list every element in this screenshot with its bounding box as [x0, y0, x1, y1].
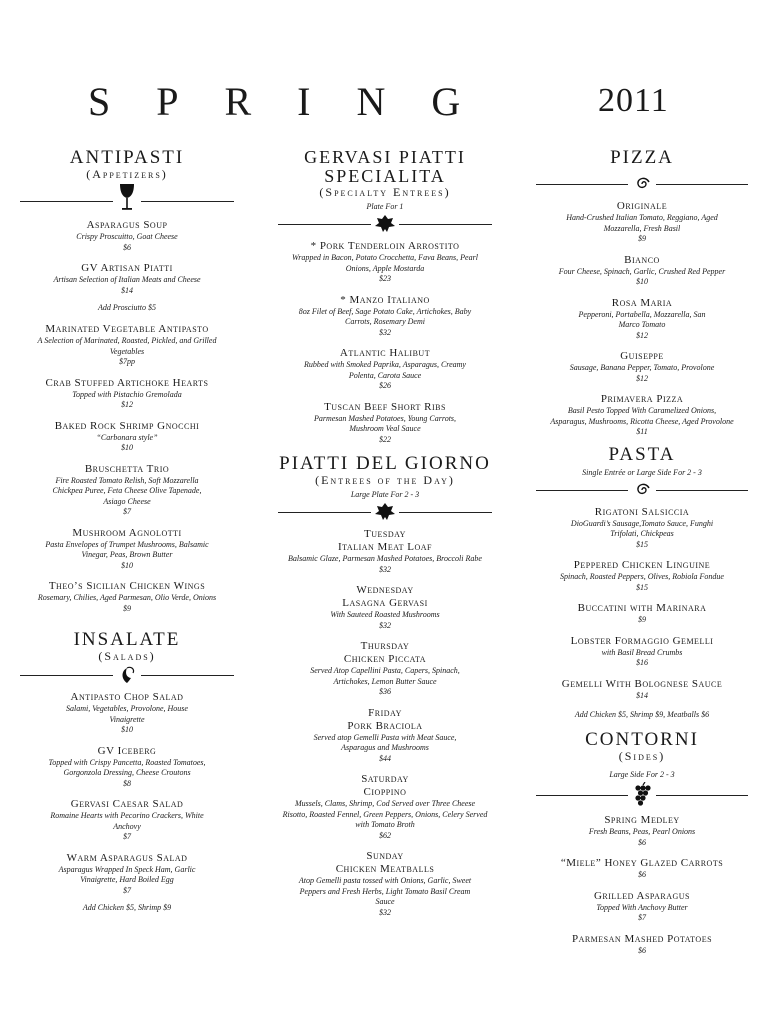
menu-item: Antipasto Chop Salad Salami, Vegetables, Provolone, House Vinaigrette $10 — [66, 691, 188, 734]
wine-glass-icon — [115, 183, 139, 213]
menu-item: Peppered Chicken Linguine Spinach, Roasted Peppers, Olives, Robiola Fondue $15 — [560, 559, 724, 592]
menu-item: Wednesday Lasagna Gervasi With Sauteed Roasted Mushrooms $32 — [272, 584, 498, 631]
section-subtitle: (Specialty Entrees) — [319, 185, 451, 199]
menu-item: Sunday Chicken Meatballs Atop Gemelli pasta tossed with Onions, Garlic, Sweet Peppers and Fresh Herbs, Light Tomato Basil Cream Sauce $32 — [272, 850, 498, 918]
section-note: Large Plate For 2 - 3 — [350, 490, 420, 499]
grapes-icon — [630, 782, 654, 808]
pasta-section — [530, 445, 754, 721]
leaf-flourish-icon — [115, 665, 139, 685]
day-label: Thursday — [360, 640, 410, 652]
menu-item: Rigatoni Salsiccia DioGuardi’s Sausage,Tomato Sauce, Funghi Trifolati, Chickpeas $15 — [570, 505, 714, 549]
item-addon-note: Add Chicken $5, Shrimp $9, Meatballs $6 — [574, 710, 710, 719]
menu-item: GV Artisan Piatti Artisan Selection of Italian Meats and Cheese $14 — [53, 262, 201, 295]
specialita-section — [272, 148, 498, 445]
menu-item: Warm Asparagus Salad Asparagus Wrapped In Speck Ham, Garlic Vinaigrette, Hard Boiled Egg $7 — [58, 851, 196, 895]
menu-item: Parmesan Mashed Potatoes $6 — [571, 932, 713, 955]
menu-item: Rosa Maria Pepperoni, Portabella, Mozzarella, San Marco Tomato $12 — [578, 296, 706, 340]
grape-leaf-icon — [373, 502, 397, 522]
menu-item: Bruschetta Trio Fire Roasted Tomato Relish, Soft Mozzarella Chickpea Puree, Feta Cheese Olive Tapenade, Asiago Cheese $7 — [52, 462, 202, 516]
menu-item: Friday Pork Braciola Served atop Gemelli Pasta with Meat Sauce, Asparagus and Mushrooms $44 — [272, 707, 498, 765]
antipasti-section — [14, 148, 240, 614]
season-title: SPRING — [88, 79, 507, 124]
swirl-icon — [630, 174, 654, 194]
section-divider — [530, 782, 754, 808]
menu-item: Grilled Asparagus Topped With Anchovy Butter $7 — [593, 889, 691, 922]
insalate-section — [14, 630, 240, 913]
menu-item: Asparagus Soup Crispy Proscuitto, Goat Cheese $6 — [76, 219, 178, 252]
section-title: ANTIPASTI — [69, 147, 185, 168]
menu-item: Gemelli With Bolognese Sauce $14 — [561, 677, 723, 700]
swirl-icon — [630, 480, 654, 500]
menu-item: Guiseppe Sausage, Banana Pepper, Tomato, Provolone $12 — [569, 350, 715, 383]
section-subtitle: (Salads) — [98, 649, 156, 663]
menu-item: Atlantic Halibut Rubbed with Smoked Paprika, Asparagus, Creamy Polenta, Carota Sauce $26 — [304, 347, 466, 390]
day-label: Tuesday — [364, 528, 406, 540]
section-title: PIZZA — [610, 147, 674, 168]
menu-title — [0, 78, 768, 128]
contorni-section — [530, 730, 754, 956]
grape-leaf-icon — [373, 214, 397, 234]
menu-item: “Miele” Honey Glazed Carrots $6 — [560, 857, 724, 879]
item-addon-note: Add Prosciutto $5 — [98, 303, 156, 312]
section-divider — [272, 214, 498, 234]
menu-item: Baked Rock Shrimp Gnocchi “Carbonara style” $10 — [54, 419, 200, 452]
menu-item: Marinated Vegetable Antipasto A Selection of Marinated, Roasted, Pickled, and Grilled Vegetables $7pp — [37, 323, 217, 366]
menu-item: GV Iceberg Topped with Crispy Pancetta, Roasted Tomatoes, Gorgonzola Dressing, Cheese Croutons $8 — [48, 744, 206, 788]
section-divider — [272, 502, 498, 522]
day-label: Friday — [368, 706, 402, 719]
menu-item: Mushroom Agnolotti Pasta Envelopes of Trumpet Mushrooms, Balsamic Vinegar, Peas, Brown Butter $10 — [45, 526, 209, 570]
section-title: CONTORNI — [585, 729, 699, 750]
section-note: Large Side For 2 - 3 — [609, 770, 675, 779]
menu-item: Originale Hand-Crushed Italian Tomato, Reggiano, Aged Mozzarella, Fresh Basil $9 — [566, 200, 718, 243]
section-subtitle: (Appetizers) — [86, 167, 168, 181]
day-label: Saturday — [361, 773, 409, 785]
section-subtitle: (Entrees of the Day) — [315, 473, 455, 487]
menu-item: Saturday Cioppino Mussels, Clams, Shrimp, Cod Served over Three Cheese Risotto, Roasted Fennel, Green Peppers, Onions, Celery Served with Tomato Broth $62 — [272, 773, 498, 841]
section-title: PIATTI DEL GIORNO — [279, 453, 491, 474]
section-divider — [14, 665, 240, 685]
menu-item: * Pork Tenderloin Arrostito Wrapped in Bacon, Potato Crocchetta, Fava Beans, Pearl Onions, Apple Mostarda $23 — [292, 240, 478, 283]
column-left — [14, 148, 240, 923]
menu-item: Bianco Four Cheese, Spinach, Garlic, Crushed Red Pepper $10 — [558, 253, 726, 286]
section-divider — [530, 480, 754, 500]
section-note: Single Entrée or Large Side For 2 - 3 — [582, 467, 702, 477]
item-addon-note: Add Chicken $5, Shrimp $9 — [82, 903, 172, 912]
menu-item: Primavera Pizza Basil Pesto Topped With Caramelized Onions, Asparagus, Mushrooms, Ricotta Cheese, Aged Provolone $11 — [550, 393, 734, 436]
menu-item: Lobster Formaggio Gemelli with Basil Bread Crumbs $16 — [570, 634, 714, 667]
menu-item: Thursday Chicken Piccata Served Atop Capellini Pasta, Capers, Spinach, Artichokes, Lemon Butter Sauce $36 — [272, 640, 498, 698]
column-middle — [272, 148, 498, 927]
giorno-section — [272, 454, 498, 918]
pizza-section — [530, 148, 754, 438]
section-title: GERVASI PIATTI SPECIALITA — [304, 147, 466, 186]
section-subtitle: (Sides) — [618, 749, 666, 763]
menu-item: Crab Stuffed Artichoke Hearts Topped with Pistachio Gremolada $12 — [45, 376, 209, 409]
menu-item: Gervasi Caesar Salad Romaine Hearts with Pecorino Crackers, White Anchovy $7 — [50, 798, 204, 841]
season-year: 2011 — [598, 82, 669, 119]
section-divider — [530, 174, 754, 194]
menu-item: Spring Medley Fresh Beans, Peas, Pearl Onions $6 — [588, 814, 696, 847]
day-label: Wednesday — [356, 584, 414, 596]
section-title: PASTA — [608, 443, 676, 465]
section-note: Plate For 1 — [366, 202, 404, 211]
section-divider — [14, 183, 240, 213]
menu-item: Theo’s Sicilian Chicken Wings Rosemary, Chilies, Aged Parmesan, Olio Verde, Onions $9 — [37, 580, 217, 613]
menu-item: Tuscan Beef Short Ribs Parmesan Mashed Potatoes, Young Carrots, Mushroom Veal Sauce $22 — [313, 400, 457, 444]
menu-item: Buccatini with Marinara $9 — [577, 602, 707, 624]
day-label: Sunday — [366, 850, 404, 862]
column-right — [530, 148, 754, 965]
menu-item: Tuesday Italian Meat Loaf Balsamic Glaze, Parmesan Mashed Potatoes, Broccoli Rabe $32 — [272, 528, 498, 575]
section-title: INSALATE — [73, 629, 181, 650]
menu-item: * Manzo Italiano 8oz Filet of Beef, Sage Potato Cake, Artichokes, Baby Carrots, Rosemary Demi $32 — [298, 293, 472, 337]
